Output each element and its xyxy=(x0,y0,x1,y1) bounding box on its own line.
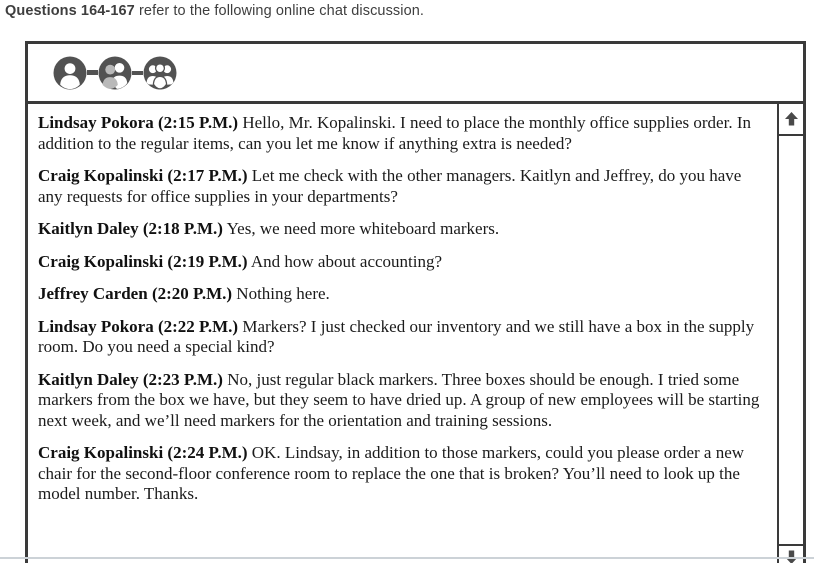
chat-message xyxy=(38,113,765,154)
message-time: (2:22 P.M.) xyxy=(157,316,239,336)
message-text: Let me check with the other managers. Kaitlyn and Jeffrey, do you have any requests for office supplies in your departments? xyxy=(38,166,742,206)
message-author: Kaitlyn Daley xyxy=(38,369,139,389)
message-time: (2:17 P.M.) xyxy=(167,166,248,185)
message-text: Yes, we need more whiteboard markers. xyxy=(226,219,500,238)
page-edge-line xyxy=(0,557,814,559)
scroll-up-button[interactable] xyxy=(779,104,803,136)
scrollbar[interactable] xyxy=(777,104,803,563)
message-author: Craig Kopalinski xyxy=(38,166,164,185)
chat-window xyxy=(25,41,806,563)
message-text: Hello, Mr. Kopalinski. I need to place the monthly office supplies order. In addition to the regular items, can you let me know if anything extra is needed? xyxy=(38,113,751,153)
chat-message xyxy=(38,166,765,207)
message-time: (2:24 P.M.) xyxy=(167,443,248,462)
message-time: (2:18 P.M.) xyxy=(142,219,223,238)
chat-messages xyxy=(28,104,777,563)
chat-message xyxy=(38,284,765,305)
message-text: And how about accounting? xyxy=(250,251,443,271)
message-author: Jeffrey Carden xyxy=(38,284,148,303)
down-arrow-icon xyxy=(784,549,799,563)
two-people-icon xyxy=(98,56,132,90)
message-time: (2:23 P.M.) xyxy=(142,369,223,389)
chat-message xyxy=(38,252,765,273)
message-author: Craig Kopalinski xyxy=(38,443,164,462)
three-people-icon xyxy=(143,56,177,90)
scrollbar-track[interactable] xyxy=(779,136,803,544)
message-text: Nothing here. xyxy=(236,284,330,303)
question-intro-text: refer to the following online chat discussion. xyxy=(134,3,425,19)
message-time: (2:19 P.M.) xyxy=(167,251,248,271)
scroll-down-button[interactable] xyxy=(779,544,803,563)
chat-message xyxy=(38,219,765,240)
message-author: Lindsay Pokora xyxy=(38,316,154,336)
message-author: Kaitlyn Daley xyxy=(38,219,139,238)
chat-body xyxy=(28,104,803,563)
chat-message xyxy=(38,443,765,505)
message-time: (2:20 P.M.) xyxy=(151,284,233,303)
question-range: Questions 164-167 xyxy=(5,3,135,19)
message-author: Lindsay Pokora xyxy=(38,113,154,132)
chain-connector xyxy=(87,70,98,75)
chat-message xyxy=(38,370,765,432)
question-intro xyxy=(5,3,424,19)
single-person-icon xyxy=(53,56,87,90)
participants-icon-chain xyxy=(53,56,177,90)
message-text: No, just regular black markers. Three boxes should be enough. I tried some markers from the box we have, but they seem to have dried up. A group of new employees will be starting next week, and we’ll need markers for the orientation and training sessions. xyxy=(38,369,760,430)
message-time: (2:15 P.M.) xyxy=(157,113,239,132)
chat-message xyxy=(38,317,765,358)
chain-connector xyxy=(132,71,143,75)
message-text: Markers? I just checked our inventory and we still have a box in the supply room. Do you need a special kind? xyxy=(38,316,755,356)
up-arrow-icon xyxy=(784,111,799,127)
message-text: OK. Lindsay, in addition to those markers, could you please order a new chair for the second-floor conference room to replace the one that is broken? You’ll need to look up the model number. Thanks. xyxy=(38,443,745,503)
chat-header xyxy=(28,44,803,104)
message-author: Craig Kopalinski xyxy=(38,251,164,271)
